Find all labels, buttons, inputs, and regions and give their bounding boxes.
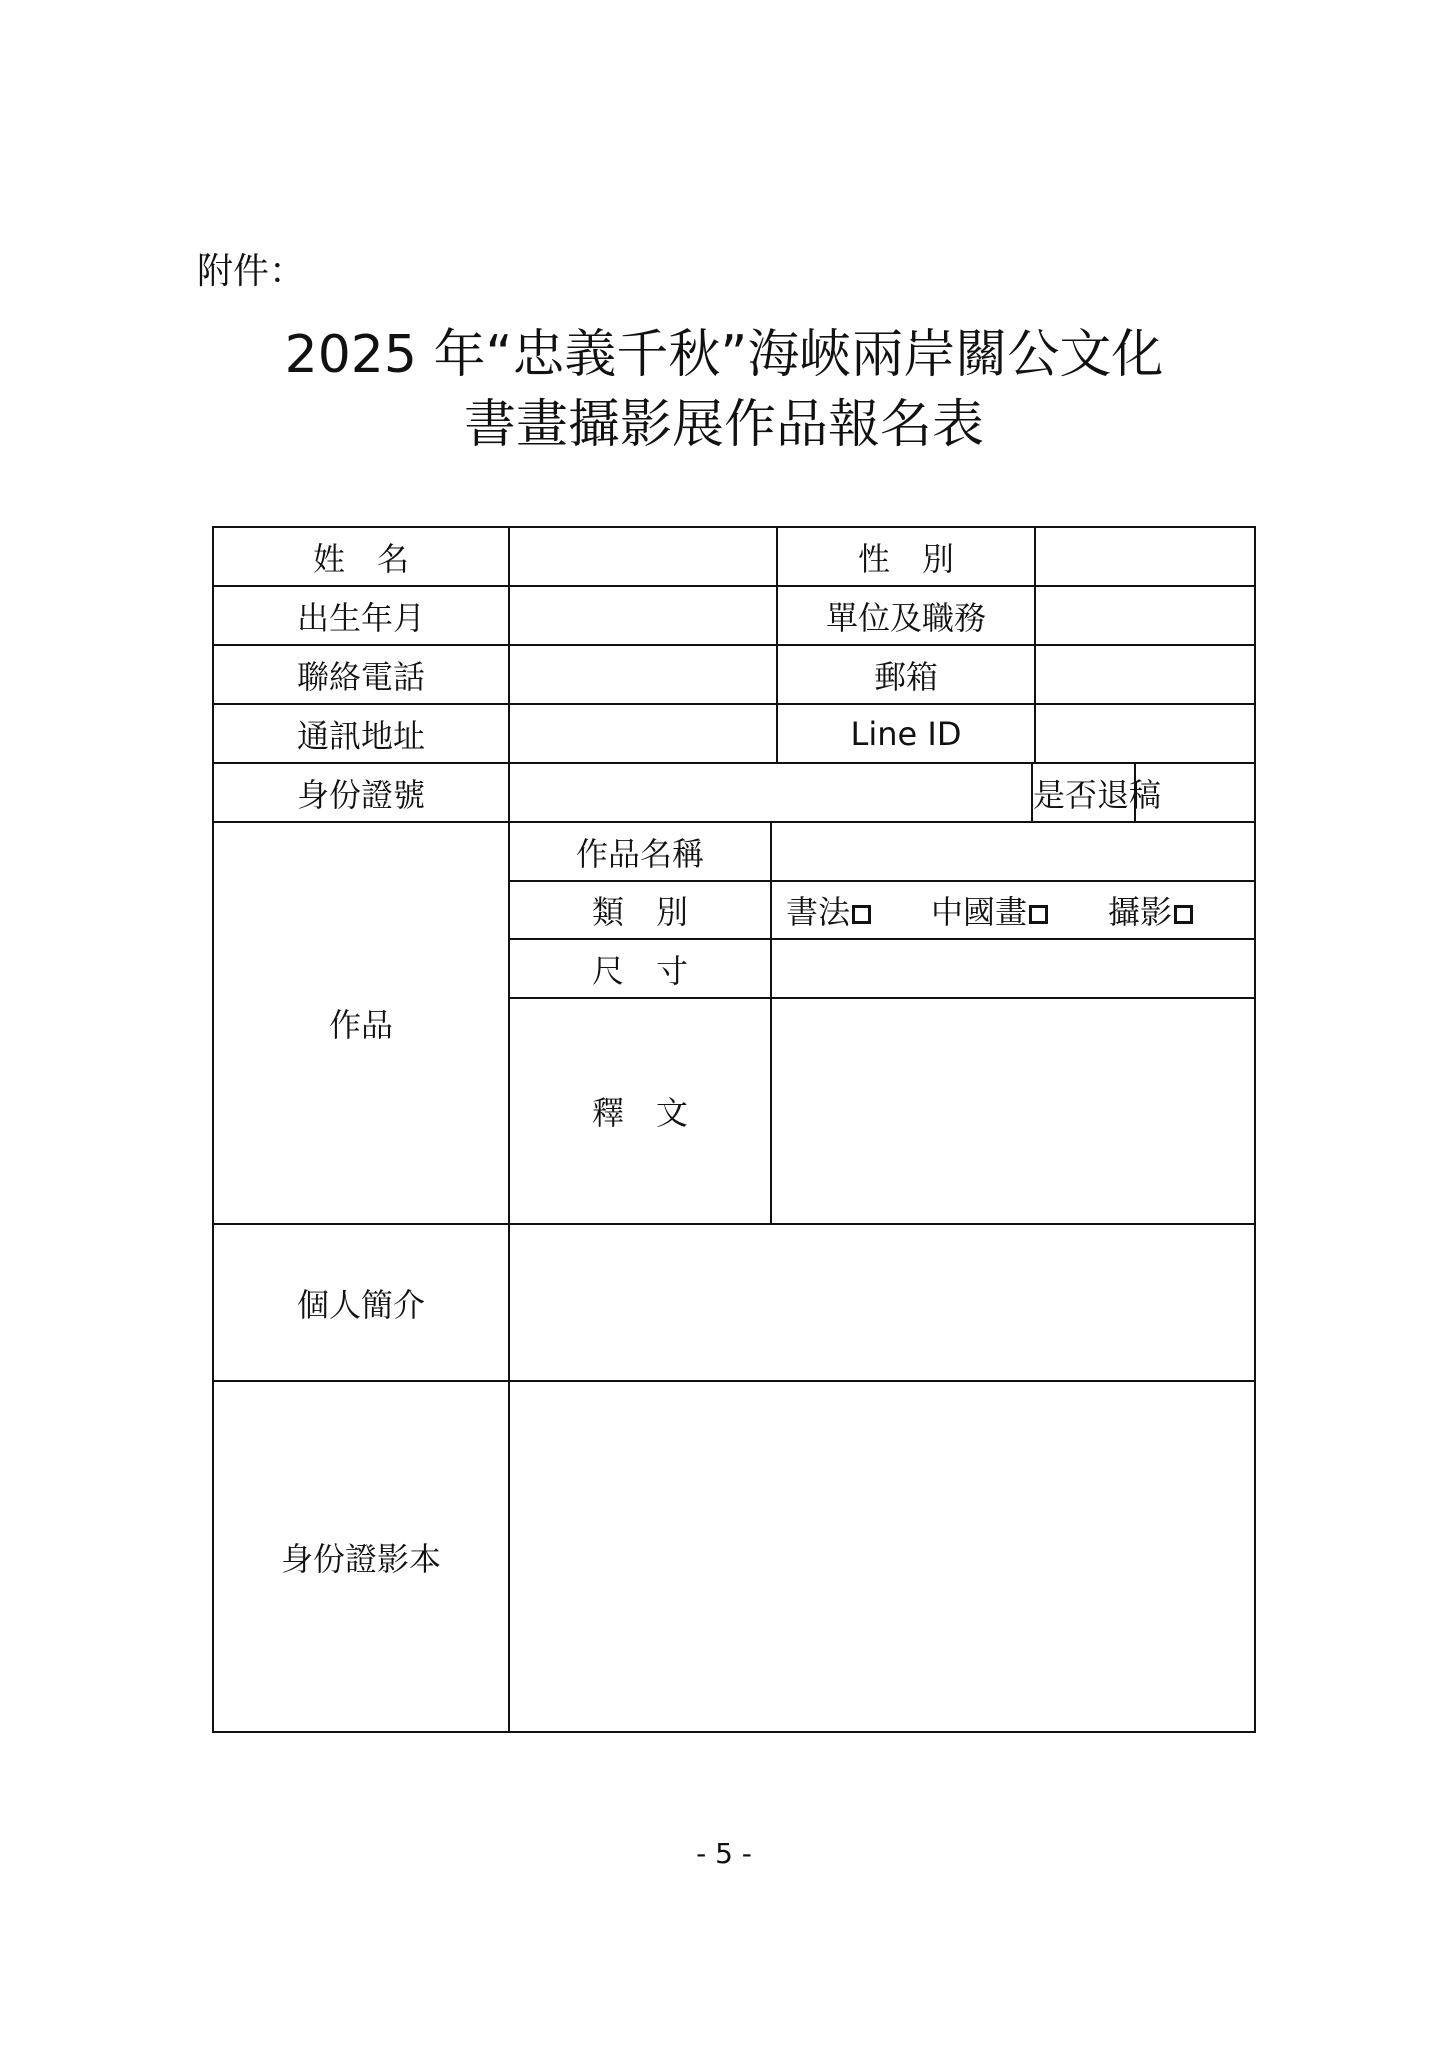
bio-field[interactable] [509, 1224, 1255, 1381]
id-number-field[interactable] [509, 763, 1032, 822]
category-option-photography[interactable] [1108, 887, 1193, 933]
address-field[interactable] [509, 704, 777, 763]
checkbox-icon[interactable] [1174, 905, 1193, 924]
size-label: 尺 寸 [509, 939, 771, 998]
category-option-photography-label: 攝影 [1108, 893, 1173, 931]
category-label: 類 別 [509, 881, 771, 939]
work-name-field[interactable] [771, 822, 1255, 881]
unit-position-label: 單位及職務 [777, 586, 1035, 645]
unit-position-field[interactable] [1035, 586, 1255, 645]
line-id-field[interactable] [1035, 704, 1255, 763]
birth-date-field[interactable] [509, 586, 777, 645]
id-copy-field[interactable] [509, 1381, 1255, 1732]
gender-field[interactable] [1035, 527, 1255, 586]
category-option-calligraphy[interactable] [786, 887, 871, 933]
attachment-label: 附件： [197, 251, 306, 292]
id-copy-label: 身份證影本 [213, 1381, 509, 1732]
line-id-label: Line ID [777, 704, 1035, 763]
checkbox-icon[interactable] [852, 905, 871, 924]
gender-label: 性 別 [777, 527, 1035, 586]
page-title-line-2: 書畫攝影展作品報名表 [463, 395, 984, 455]
return-manuscript-label: 是否退稿 [1032, 763, 1135, 822]
registration-form-table [212, 526, 1256, 1733]
interpretation-field[interactable] [771, 998, 1255, 1224]
work-section-label: 作品 [213, 822, 509, 1224]
checkbox-icon[interactable] [1029, 905, 1048, 924]
phone-label: 聯絡電話 [213, 645, 509, 704]
address-label: 通訊地址 [213, 704, 509, 763]
page-number: - 5 - [696, 1837, 752, 1870]
category-option-chinese-painting-label: 中國畫 [931, 893, 1028, 931]
birth-date-label: 出生年月 [213, 586, 509, 645]
name-label: 姓 名 [213, 527, 509, 586]
page-title-line-1: 2025 年“忠義千秋”海峽兩岸關公文化 [284, 325, 1164, 385]
email-field[interactable] [1035, 645, 1255, 704]
interpretation-label: 釋 文 [509, 998, 771, 1224]
category-options [771, 881, 1255, 939]
phone-field[interactable] [509, 645, 777, 704]
category-option-chinese-painting[interactable] [931, 887, 1048, 933]
bio-label: 個人簡介 [213, 1224, 509, 1381]
work-name-label: 作品名稱 [509, 822, 771, 881]
name-field[interactable] [509, 527, 777, 586]
size-field[interactable] [771, 939, 1255, 998]
email-label: 郵箱 [777, 645, 1035, 704]
category-option-calligraphy-label: 書法 [786, 893, 851, 931]
id-number-label: 身份證號 [213, 763, 509, 822]
